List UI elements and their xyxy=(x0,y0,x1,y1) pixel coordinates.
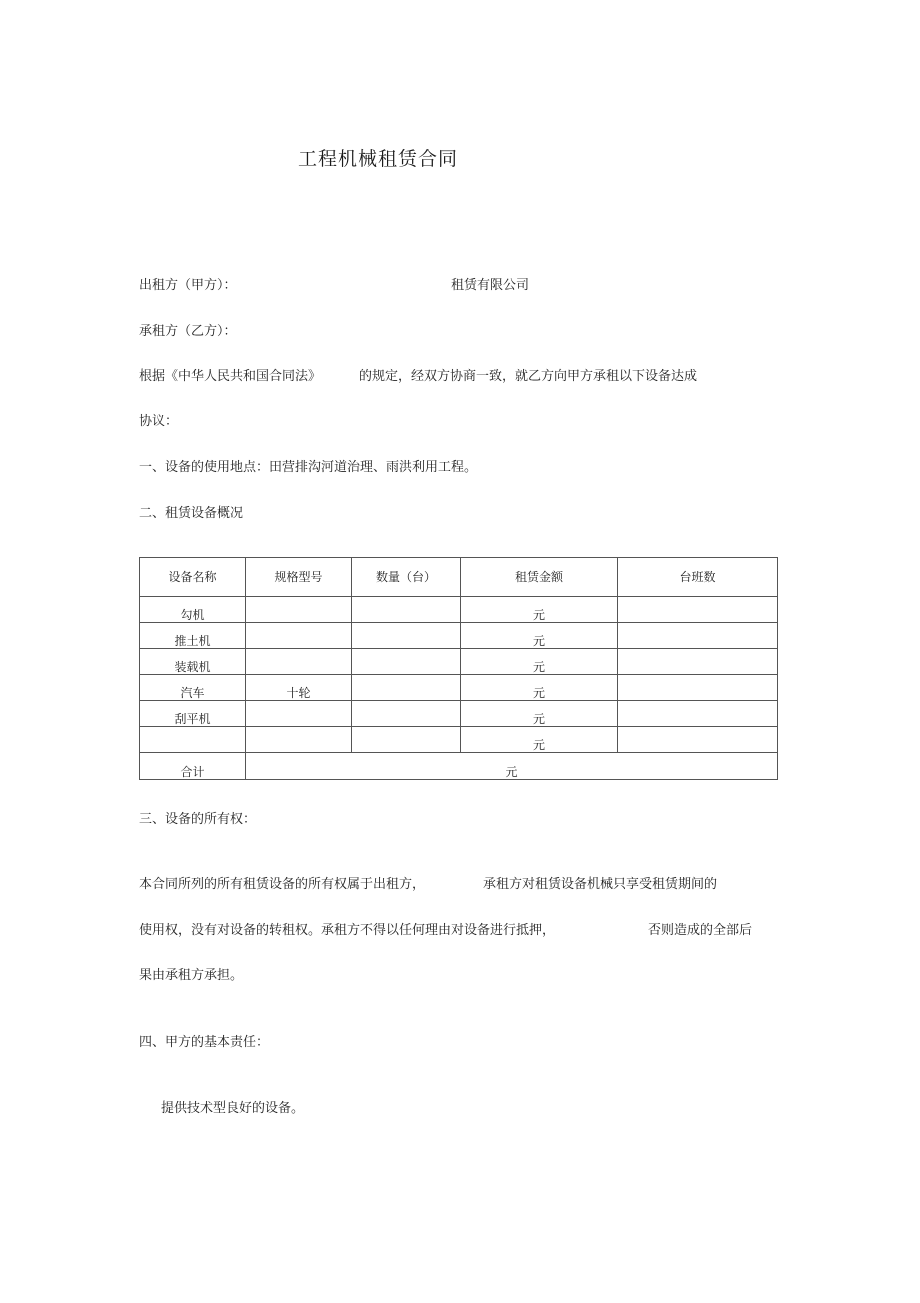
cell-name xyxy=(140,727,246,753)
section3-line1a: 本合同所列的所有租赁设备的所有权属于出租方， xyxy=(139,877,426,892)
section4-item1: 提供技术型良好的设备。 xyxy=(161,1101,305,1116)
cell-spec xyxy=(246,727,352,753)
equipment-table xyxy=(139,557,778,780)
preamble-part1: 根据《中华人民共和国合同法》 xyxy=(139,369,322,384)
table-row xyxy=(140,701,778,727)
section3-line2b: 否则造成的全部后 xyxy=(648,923,753,938)
header-equipment-name: 设备名称 xyxy=(140,558,246,597)
cell-qty xyxy=(352,597,461,623)
page-title: 工程机械租赁合同 xyxy=(298,148,459,170)
cell-spec xyxy=(246,649,352,675)
table-total-row xyxy=(140,753,778,780)
cell-shifts xyxy=(618,649,778,675)
cell-spec xyxy=(246,623,352,649)
cell-qty xyxy=(352,675,461,701)
section4-heading: 四、甲方的基本责任： xyxy=(139,1035,270,1050)
cell-qty xyxy=(352,649,461,675)
cell-spec xyxy=(246,597,352,623)
lessor-name: 租赁有限公司 xyxy=(451,278,530,293)
header-spec-model: 规格型号 xyxy=(246,558,352,597)
total-label: 合计 xyxy=(140,753,246,780)
section1-location: 一、设备的使用地点：田营排沟河道治理、雨洪利用工程。 xyxy=(139,460,478,475)
cell-name: 装载机 xyxy=(140,649,246,675)
preamble-part3: 协议： xyxy=(139,414,179,429)
cell-qty xyxy=(352,727,461,753)
table-row xyxy=(140,649,778,675)
lessee-label: 承租方（乙方）： xyxy=(139,324,237,339)
header-quantity: 数量（台） xyxy=(352,558,461,597)
table-row xyxy=(140,675,778,701)
cell-name: 推土机 xyxy=(140,623,246,649)
cell-shifts xyxy=(618,701,778,727)
total-value: 元 xyxy=(246,753,778,780)
cell-name: 勾机 xyxy=(140,597,246,623)
cell-qty xyxy=(352,623,461,649)
cell-shifts xyxy=(618,623,778,649)
cell-amount: 元 xyxy=(461,675,618,701)
header-rental-amount: 租赁金额 xyxy=(461,558,618,597)
cell-amount: 元 xyxy=(461,649,618,675)
cell-shifts xyxy=(618,727,778,753)
cell-spec xyxy=(246,701,352,727)
cell-spec: 十轮 xyxy=(246,675,352,701)
table-header-row xyxy=(140,558,778,597)
cell-shifts xyxy=(618,597,778,623)
cell-amount: 元 xyxy=(461,701,618,727)
cell-amount: 元 xyxy=(461,727,618,753)
lessor-label: 出租方（甲方）： xyxy=(139,278,237,293)
cell-name: 刮平机 xyxy=(140,701,246,727)
cell-qty xyxy=(352,701,461,727)
table-row xyxy=(140,597,778,623)
cell-amount: 元 xyxy=(461,597,618,623)
section3-line3: 果由承租方承担。 xyxy=(139,968,244,983)
cell-shifts xyxy=(618,675,778,701)
section3-line1b: 承租方对租赁设备机械只享受租赁期间的 xyxy=(483,877,718,892)
table-row xyxy=(140,623,778,649)
section3-heading: 三、设备的所有权： xyxy=(139,812,257,827)
section3-line2a: 使用权，没有对设备的转租权。承租方不得以任何理由对设备进行抵押， xyxy=(139,923,556,938)
cell-name: 汽车 xyxy=(140,675,246,701)
cell-amount: 元 xyxy=(461,623,618,649)
table-row xyxy=(140,727,778,753)
preamble-part2: 的规定，经双方协商一致，就乙方向甲方承租以下设备达成 xyxy=(359,369,698,384)
header-shift-count: 台班数 xyxy=(618,558,778,597)
section2-heading: 二、租赁设备概况 xyxy=(139,506,244,521)
